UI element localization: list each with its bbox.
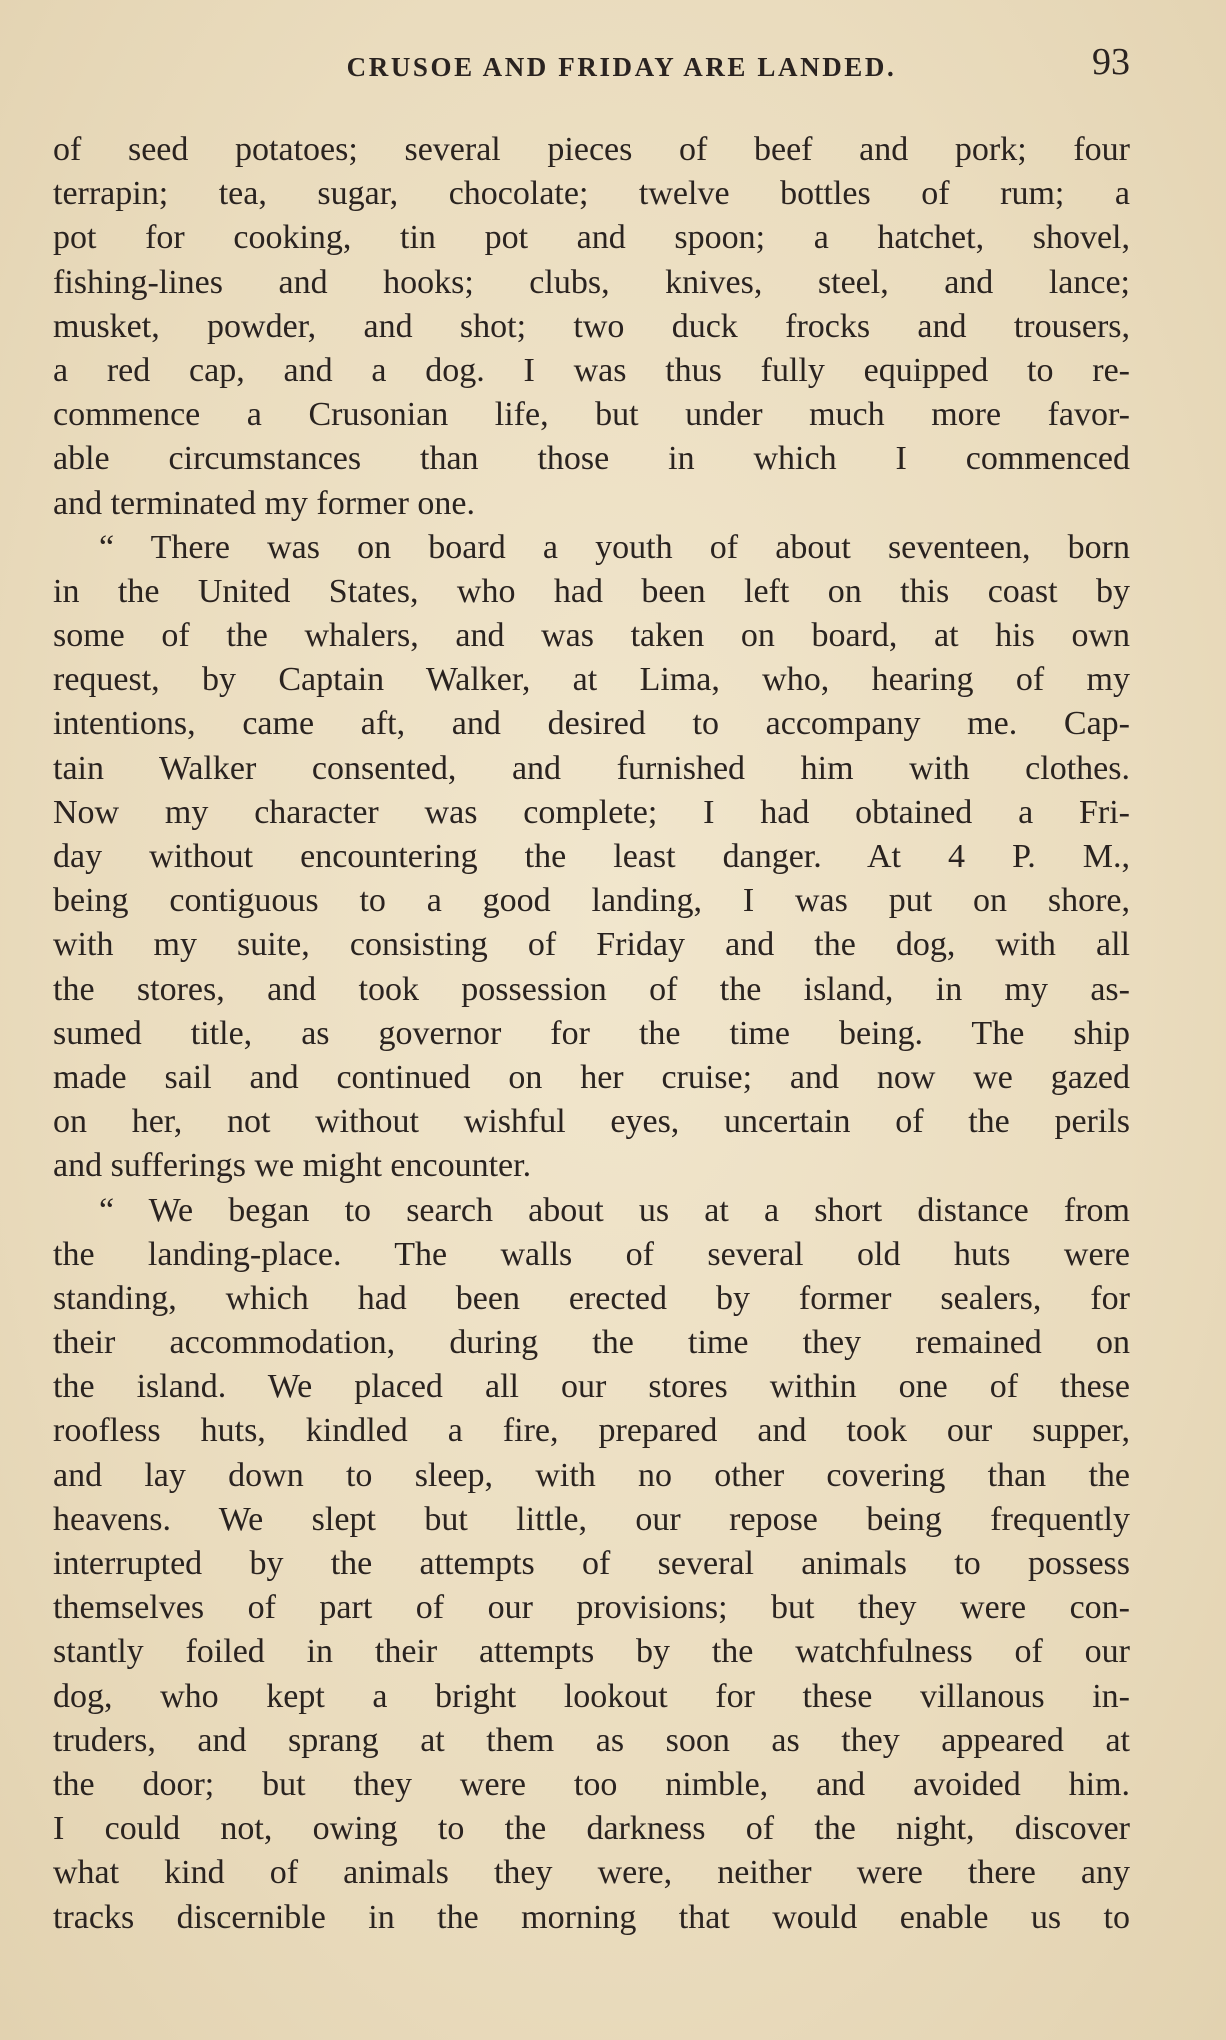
text-line: sumed title, as governor for the time being. The ship — [53, 1014, 1130, 1052]
text-line: the door; but they were too nimble, and avoided him. — [53, 1765, 1130, 1803]
text-line: roofless huts, kindled a fire, prepared and took our supper, — [53, 1412, 1130, 1450]
text-line: “ There was on board a youth of about seventeen, born — [99, 528, 1130, 566]
text-line: intentions, came aft, and desired to accompany me. Cap- — [53, 705, 1130, 743]
text-line: I could not, owing to the darkness of the night, discover — [53, 1810, 1130, 1848]
text-line: of seed potatoes; several pieces of beef and pork; four — [53, 131, 1130, 168]
text-line: standing, which had been erected by former sealers, for — [53, 1279, 1130, 1317]
text-line: some of the whalers, and was taken on board, at his own — [53, 617, 1130, 655]
text-line: and terminated my former one. — [53, 484, 476, 522]
text-line: able circumstances than those in which I commenced — [53, 440, 1130, 478]
text-line: musket, powder, and shot; two duck frocks and trousers, — [53, 307, 1130, 345]
text-line: on her, not without wishful eyes, uncertain of the perils — [53, 1103, 1130, 1141]
text-line: tracks discernible in the morning that would enable us to — [53, 1898, 1130, 1936]
text-line: truders, and sprang at them as soon as they appeared at — [53, 1721, 1130, 1759]
text-line: in the United States, who had been left on this coast by — [53, 572, 1130, 610]
text-line: their accommodation, during the time they remained on — [53, 1324, 1130, 1362]
running-title: CRUSOE AND FRIDAY ARE LANDED. — [346, 52, 897, 82]
text-line: commence a Crusonian life, but under much more favor- — [53, 396, 1130, 434]
text-line: themselves of part of our provisions; but they were con- — [53, 1589, 1130, 1627]
text-line: stantly foiled in their attempts by the watchfulness of our — [53, 1633, 1130, 1671]
text-line: dog, who kept a bright lookout for these villanous in- — [53, 1677, 1130, 1715]
book-page — [53, 36, 1130, 2016]
text-line: “ We began to search about us at a short distance from — [99, 1191, 1130, 1229]
text-line: the island. We placed all our stores within one of these — [53, 1368, 1130, 1406]
text-line: tain Walker consented, and furnished him with clothes. — [53, 749, 1130, 787]
running-head — [53, 36, 1130, 94]
text-line: Now my character was complete; I had obtained a Fri- — [53, 793, 1130, 831]
text-line: day without encountering the least danger. At 4 P. M., — [53, 838, 1130, 875]
text-line: what kind of animals they were, neither were there any — [53, 1854, 1130, 1892]
body-text — [53, 128, 1130, 1940]
text-line: fishing-lines and hooks; clubs, knives, steel, and lance; — [53, 263, 1130, 301]
text-line: pot for cooking, tin pot and spoon; a hatchet, shovel, — [53, 219, 1130, 257]
text-line: being contiguous to a good landing, I was put on shore, — [53, 882, 1130, 920]
text-line: interrupted by the attempts of several animals to possess — [53, 1545, 1130, 1582]
page-number: 93 — [1092, 41, 1130, 83]
text-line: heavens. We slept but little, our repose being frequently — [53, 1500, 1130, 1538]
text-line: with my suite, consisting of Friday and the dog, with all — [53, 926, 1130, 964]
text-line: the landing-place. The walls of several old huts were — [53, 1235, 1130, 1273]
text-line: and sufferings we might encounter. — [53, 1147, 532, 1185]
text-line: request, by Captain Walker, at Lima, who, hearing of my — [53, 661, 1130, 699]
text-line: made sail and continued on her cruise; and now we gazed — [53, 1058, 1130, 1096]
text-line: terrapin; tea, sugar, chocolate; twelve bottles of rum; a — [53, 175, 1130, 213]
text-line: and lay down to sleep, with no other covering than the — [53, 1456, 1130, 1494]
text-line: a red cap, and a dog. I was thus fully equipped to re- — [53, 351, 1130, 389]
text-line: the stores, and took possession of the island, in my as- — [53, 970, 1130, 1008]
